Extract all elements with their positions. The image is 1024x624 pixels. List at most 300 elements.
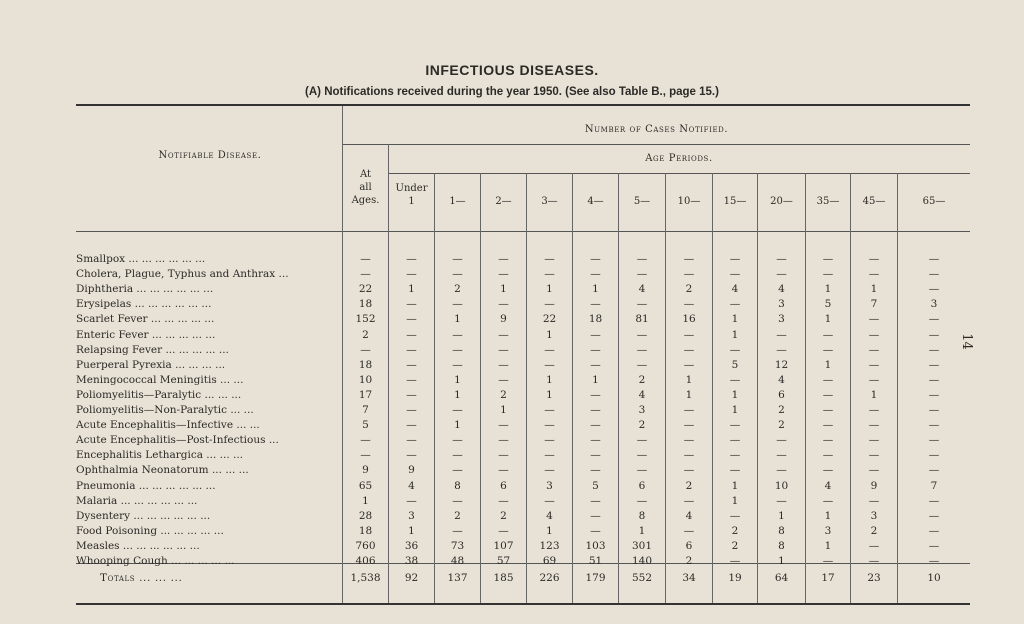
cell-age-period: — <box>683 494 695 507</box>
age-column-header: 15— <box>723 196 747 207</box>
cell-age-period: — <box>729 555 741 567</box>
cell-age-period: 2 <box>638 419 646 432</box>
cell-age-period: — <box>498 298 509 311</box>
cell-age-period: 8 <box>638 509 646 522</box>
cell-age-period: 1 <box>408 524 415 537</box>
cell-age-period: — <box>822 555 834 567</box>
cell-age-period: — <box>452 434 463 447</box>
disease-name: Malaria ... ... ... ... ... ... <box>76 494 198 507</box>
cell-all-ages: 18 <box>358 358 373 371</box>
header-under-1-line1: Under <box>395 183 428 194</box>
cell-age-period: 1 <box>685 373 693 386</box>
cell-age-period: — <box>868 268 880 281</box>
cell-age-period: 2 <box>638 373 646 386</box>
cell-age-period: — <box>498 253 509 265</box>
cell-age-period: — <box>928 253 940 265</box>
disease-name: Diphtheria ... ... ... ... ... ... <box>76 283 214 296</box>
table-row <box>76 252 970 266</box>
table-row <box>76 388 970 402</box>
cell-age-period: — <box>406 268 417 281</box>
cell-age-period: 2 <box>500 388 507 401</box>
cell-age-period: — <box>776 268 787 281</box>
cell-age-period: — <box>406 434 417 447</box>
cell-age-period: — <box>590 328 601 341</box>
cell-age-period: — <box>544 253 555 265</box>
cell-age-period: 6 <box>778 388 785 401</box>
cell-age-period: — <box>544 494 555 507</box>
cell-age-period: 1 <box>731 479 739 492</box>
cell-age-period: — <box>452 404 463 416</box>
cell-all-ages: 5 <box>362 419 369 432</box>
cell-age-period: — <box>729 434 741 447</box>
cell-age-period: — <box>928 358 940 371</box>
header-at-all-ages-line1: At <box>359 169 372 180</box>
cell-age-period: — <box>498 464 509 477</box>
cell-age-period: — <box>544 434 555 447</box>
cell-age-period: — <box>590 404 601 416</box>
cell-age-period: 81 <box>635 313 649 326</box>
cell-age-period: — <box>683 449 695 462</box>
cell-age-period: — <box>544 464 555 477</box>
cell-age-period: — <box>822 494 834 507</box>
table-row <box>76 479 970 493</box>
cell-age-period: — <box>406 313 417 326</box>
age-periods-rule <box>388 173 970 174</box>
disease-name: Poliomyelitis—Non-Paralytic ... ... <box>76 404 254 416</box>
cell-age-period: 1 <box>731 404 739 416</box>
cell-age-period: — <box>452 298 463 311</box>
cell-age-period: 8 <box>778 539 785 552</box>
cell-age-period: 7 <box>870 298 878 311</box>
cell-age-period: — <box>683 404 695 416</box>
cell-all-ages: — <box>360 253 371 265</box>
cell-age-period: — <box>452 268 463 281</box>
cell-age-period: 1 <box>824 358 832 371</box>
header-notifiable-disease: Notifiable Disease. <box>158 150 262 161</box>
cell-age-period: — <box>683 343 695 356</box>
cell-age-period: — <box>406 343 417 356</box>
cell-age-period: 3 <box>778 313 785 326</box>
cell-age-period: — <box>928 509 940 522</box>
cell-age-period: 5 <box>824 298 832 311</box>
cell-age-period: — <box>636 358 648 371</box>
cell-age-period: — <box>498 419 509 432</box>
cell-age-period: 1 <box>592 283 599 296</box>
cell-age-period: — <box>928 419 940 432</box>
cell-age-period: — <box>590 253 601 265</box>
table-row <box>76 343 970 357</box>
cell-age-period: 9 <box>870 479 878 492</box>
disease-name: Meningococcal Meningitis ... ... <box>76 373 244 386</box>
cell-age-period: 1 <box>824 283 832 296</box>
cell-age-period: — <box>636 343 648 356</box>
cell-age-period: — <box>406 449 417 462</box>
cell-age-period: — <box>822 449 834 462</box>
cell-age-period: — <box>498 524 509 537</box>
totals-cell: 17 <box>821 572 835 584</box>
cell-age-period: — <box>822 434 834 447</box>
page-title: INFECTIOUS DISEASES. <box>425 62 599 78</box>
header-bottom-rule <box>76 231 970 232</box>
cell-age-period: — <box>636 464 648 477</box>
cell-age-period: 9 <box>500 313 507 326</box>
cell-age-period: 3 <box>638 404 646 416</box>
table-row <box>76 403 970 417</box>
cell-age-period: 1 <box>546 283 553 296</box>
cell-age-period: — <box>683 253 695 265</box>
cell-age-period: 2 <box>685 479 693 492</box>
cell-age-period: 4 <box>778 283 785 296</box>
cell-age-period: — <box>452 328 463 341</box>
cell-age-period: — <box>868 419 880 432</box>
cell-age-period: — <box>590 388 601 401</box>
cell-age-period: — <box>729 449 741 462</box>
cell-age-period: — <box>498 268 509 281</box>
age-column-header: 20— <box>770 196 793 207</box>
cell-all-ages: — <box>360 343 371 356</box>
bottom-rule <box>76 603 970 605</box>
cell-age-period: 1 <box>408 283 415 296</box>
totals-cell: 179 <box>585 572 606 584</box>
cell-age-period: — <box>498 328 509 341</box>
cell-age-period: — <box>590 358 601 371</box>
cell-age-period: — <box>590 343 601 356</box>
cell-age-period: — <box>452 449 463 462</box>
cell-age-period: 1 <box>824 313 832 326</box>
cell-age-period: 6 <box>685 539 693 552</box>
cell-age-period: — <box>928 434 940 447</box>
cell-age-period: — <box>636 253 648 265</box>
cell-age-period: 3 <box>546 479 553 492</box>
totals-cell: 64 <box>774 572 789 584</box>
cell-all-ages: 406 <box>355 555 376 567</box>
cell-all-ages: 760 <box>355 539 376 552</box>
cell-age-period: 1 <box>546 388 553 401</box>
totals-cell: 185 <box>493 572 514 584</box>
top-rule <box>76 104 970 106</box>
cell-age-period: — <box>406 419 417 432</box>
cell-age-period: — <box>868 555 880 567</box>
totals-cell: 226 <box>539 572 560 584</box>
disease-name: Encephalitis Lethargica ... ... ... <box>76 449 244 462</box>
totals-cell: 552 <box>631 572 653 584</box>
totals-cell: 1,538 <box>350 572 381 584</box>
cell-age-period: — <box>729 298 741 311</box>
cell-age-period: — <box>590 419 601 432</box>
cell-age-period: — <box>868 494 880 507</box>
table-row <box>76 328 970 342</box>
cell-age-period: — <box>406 404 417 416</box>
cell-age-period: 140 <box>631 555 653 567</box>
cell-age-period: — <box>406 328 417 341</box>
cell-age-period: 1 <box>778 509 785 522</box>
disease-name: Measles ... ... ... ... ... ... <box>76 539 200 552</box>
cell-age-period: — <box>683 464 695 477</box>
cell-age-period: 3 <box>824 524 832 537</box>
cell-age-period: 18 <box>588 313 603 326</box>
age-column-header: 2— <box>495 196 512 207</box>
cell-all-ages: — <box>360 434 371 447</box>
table-row <box>76 282 970 296</box>
totals-cell: 137 <box>447 572 468 584</box>
cell-age-period: — <box>928 283 940 296</box>
cell-age-period: — <box>544 298 555 311</box>
cell-age-period: 4 <box>685 509 693 522</box>
cell-age-period: — <box>822 343 834 356</box>
cell-age-period: — <box>544 449 555 462</box>
cell-all-ages: 10 <box>358 373 373 386</box>
totals-cell: 92 <box>404 572 419 584</box>
cell-all-ages: 9 <box>362 464 369 477</box>
cell-age-period: 6 <box>638 479 646 492</box>
disease-name: Food Poisoning ... ... ... ... ... <box>76 524 224 537</box>
cell-age-period: 2 <box>500 509 507 522</box>
cell-age-period: 103 <box>585 539 606 552</box>
cell-age-period: — <box>406 298 417 311</box>
cell-age-period: — <box>452 343 463 356</box>
table-row <box>76 463 970 477</box>
header-at-all-ages-line3: Ages. <box>351 195 380 206</box>
totals-row <box>76 571 970 585</box>
cell-age-period: 36 <box>404 539 419 552</box>
age-column-header: 3— <box>541 196 558 207</box>
cell-age-period: — <box>928 494 940 507</box>
page-number: 14 <box>958 333 974 350</box>
age-column-header: 35— <box>816 196 840 207</box>
cell-age-period: — <box>822 404 834 416</box>
cell-age-period: — <box>636 494 648 507</box>
page-subtitle: (A) Notifications received during the year 1950. (See also Table B., page 15.) <box>305 86 719 98</box>
table-row <box>76 418 970 432</box>
cell-all-ages: 65 <box>358 479 373 492</box>
cell-age-period: — <box>822 328 834 341</box>
disease-name: Ophthalmia Neonatorum ... ... ... <box>76 464 249 477</box>
totals-cell: 10 <box>927 572 941 584</box>
cell-age-period: 3 <box>778 298 785 311</box>
cell-age-period: — <box>544 343 555 356</box>
cell-age-period: — <box>636 328 648 341</box>
cell-age-period: — <box>928 373 940 386</box>
cell-age-period: 107 <box>493 539 514 552</box>
cell-age-period: — <box>928 555 940 567</box>
table-row <box>76 297 970 311</box>
cell-all-ages: 18 <box>358 524 373 537</box>
cell-age-period: 2 <box>685 555 693 567</box>
cell-age-period: 3 <box>930 298 938 311</box>
cell-age-period: — <box>729 253 741 265</box>
cell-all-ages: 28 <box>358 509 373 522</box>
cell-age-period: 3 <box>408 509 415 522</box>
cell-age-period: — <box>406 373 417 386</box>
age-column-header: 5— <box>633 196 651 207</box>
cell-age-period: — <box>928 343 940 356</box>
table-row <box>76 312 970 326</box>
cell-age-period: — <box>868 253 880 265</box>
cell-age-period: 2 <box>685 283 693 296</box>
cell-age-period: — <box>868 313 880 326</box>
cell-all-ages: 2 <box>362 328 369 341</box>
cell-age-period: — <box>822 464 834 477</box>
cell-age-period: 2 <box>731 524 739 537</box>
header-number-of-cases: Number of Cases Notified. <box>584 124 729 135</box>
cell-all-ages: — <box>360 268 371 281</box>
cell-age-period: 8 <box>454 479 461 492</box>
cell-age-period: — <box>729 373 741 386</box>
cell-age-period: 1 <box>500 404 507 416</box>
cell-age-period: 51 <box>588 555 603 567</box>
cell-age-period: 73 <box>450 539 465 552</box>
cell-age-period: 2 <box>778 404 785 416</box>
cell-age-period: 1 <box>824 509 832 522</box>
cell-age-period: — <box>776 328 787 341</box>
table-row <box>76 448 970 462</box>
age-column-header: 65— <box>922 196 946 207</box>
cell-age-period: — <box>590 524 601 537</box>
cell-age-period: — <box>928 328 940 341</box>
cell-all-ages: 7 <box>362 404 369 416</box>
cell-age-period: — <box>868 358 880 371</box>
cell-age-period: — <box>636 449 648 462</box>
table-row <box>76 539 970 553</box>
cell-age-period: 5 <box>592 479 599 492</box>
cell-age-period: — <box>406 388 417 401</box>
cell-age-period: — <box>498 494 509 507</box>
cell-age-period: — <box>590 434 601 447</box>
disease-name: Smallpox ... ... ... ... ... ... <box>76 253 206 265</box>
cell-age-period: 3 <box>870 509 878 522</box>
cell-age-period: — <box>729 268 741 281</box>
cell-all-ages: 1 <box>362 494 369 507</box>
cell-age-period: 1 <box>731 494 739 507</box>
cell-age-period: — <box>776 494 787 507</box>
cell-age-period: 1 <box>454 388 461 401</box>
disease-name: Enteric Fever ... ... ... ... ... <box>76 328 216 341</box>
cell-age-period: 12 <box>774 358 789 371</box>
cell-age-period: — <box>452 358 463 371</box>
cell-age-period: 1 <box>824 539 832 552</box>
disease-name: Scarlet Fever ... ... ... ... ... <box>76 313 215 326</box>
totals-cell: 23 <box>867 572 881 584</box>
cell-age-period: — <box>544 419 555 432</box>
cell-age-period: 123 <box>539 539 560 552</box>
cell-age-period: — <box>683 358 695 371</box>
cell-age-period: — <box>636 298 648 311</box>
cell-age-period: — <box>590 268 601 281</box>
cell-age-period: 1 <box>546 373 553 386</box>
cell-age-period: — <box>776 434 787 447</box>
cell-age-period: — <box>590 449 601 462</box>
disease-name: Poliomyelitis—Paralytic ... ... ... <box>76 388 242 401</box>
cell-age-period: 1 <box>546 328 553 341</box>
cell-age-period: 6 <box>500 479 507 492</box>
cell-all-ages: 152 <box>355 313 376 326</box>
header-at-all-ages <box>343 168 388 207</box>
age-column-header: 45— <box>862 196 886 207</box>
cell-age-period: — <box>452 253 463 265</box>
age-column-header: 10— <box>677 196 701 207</box>
cell-age-period: 2 <box>778 419 785 432</box>
disease-name: Erysipelas ... ... ... ... ... ... <box>76 298 212 311</box>
cell-age-period: — <box>498 434 509 447</box>
disease-name: Pneumonia ... ... ... ... ... ... <box>76 479 216 492</box>
cell-age-period: 4 <box>824 479 832 492</box>
cell-age-period: — <box>498 373 509 386</box>
cell-age-period: 1 <box>778 555 785 567</box>
cell-age-period: 1 <box>454 373 461 386</box>
cell-age-period: — <box>868 328 880 341</box>
table-row <box>76 494 970 508</box>
cell-age-period: 4 <box>731 283 739 296</box>
cell-age-period: 4 <box>546 509 553 522</box>
cell-age-period: — <box>683 268 695 281</box>
cell-age-period: — <box>683 434 695 447</box>
cell-age-period: 1 <box>500 283 507 296</box>
cell-age-period: — <box>544 404 555 416</box>
cell-age-period: — <box>729 509 741 522</box>
cell-age-period: 1 <box>592 373 599 386</box>
cell-age-period: — <box>868 404 880 416</box>
cell-age-period: — <box>868 373 880 386</box>
cell-age-period: — <box>776 253 787 265</box>
cell-age-period: 16 <box>682 313 696 326</box>
cell-age-period: 301 <box>631 539 653 552</box>
cell-age-period: — <box>928 268 940 281</box>
cell-age-period: — <box>868 464 880 477</box>
cell-age-period: 4 <box>778 373 785 386</box>
cell-age-period: — <box>776 343 787 356</box>
cell-age-period: — <box>928 464 940 477</box>
cell-age-period: 1 <box>870 283 878 296</box>
cell-age-period: — <box>928 524 940 537</box>
age-column-header: 1— <box>449 196 466 207</box>
cell-age-period: — <box>776 464 787 477</box>
cell-age-period: — <box>928 404 940 416</box>
cell-age-period: — <box>729 419 741 432</box>
disease-name: Whooping Cough ... ... ... ... ... <box>76 555 235 567</box>
cell-all-ages: 17 <box>358 388 373 401</box>
cell-age-period: — <box>776 449 787 462</box>
cell-age-period: — <box>590 494 601 507</box>
cell-age-period: — <box>868 539 880 552</box>
cell-age-period: 10 <box>774 479 789 492</box>
cell-age-period: — <box>544 358 555 371</box>
cell-age-period: 1 <box>870 388 878 401</box>
cell-age-period: 2 <box>731 539 739 552</box>
header-under-1-line2: 1 <box>408 196 415 207</box>
cell-age-period: 4 <box>638 388 646 401</box>
cell-age-period: 9 <box>408 464 415 477</box>
cell-age-period: — <box>636 268 648 281</box>
disease-name: Puerperal Pyrexia ... ... ... ... <box>76 358 226 371</box>
cell-age-period: 1 <box>685 388 693 401</box>
cell-age-period: 48 <box>450 555 465 567</box>
table-row <box>76 373 970 387</box>
cell-age-period: 1 <box>731 328 739 341</box>
cell-age-period: 22 <box>542 313 557 326</box>
cell-age-period: — <box>406 358 417 371</box>
cell-age-period: — <box>822 253 834 265</box>
cell-age-period: — <box>928 313 940 326</box>
cell-age-period: 57 <box>496 555 511 567</box>
table-row <box>76 267 970 281</box>
cell-age-period: 38 <box>404 555 419 567</box>
cell-age-period: — <box>868 343 880 356</box>
cell-age-period: — <box>822 388 834 401</box>
cell-age-period: 4 <box>408 479 415 492</box>
cell-all-ages: 18 <box>358 298 373 311</box>
header-age-periods: Age Periods. <box>645 153 713 164</box>
header-at-all-ages-line2: all <box>359 182 372 193</box>
